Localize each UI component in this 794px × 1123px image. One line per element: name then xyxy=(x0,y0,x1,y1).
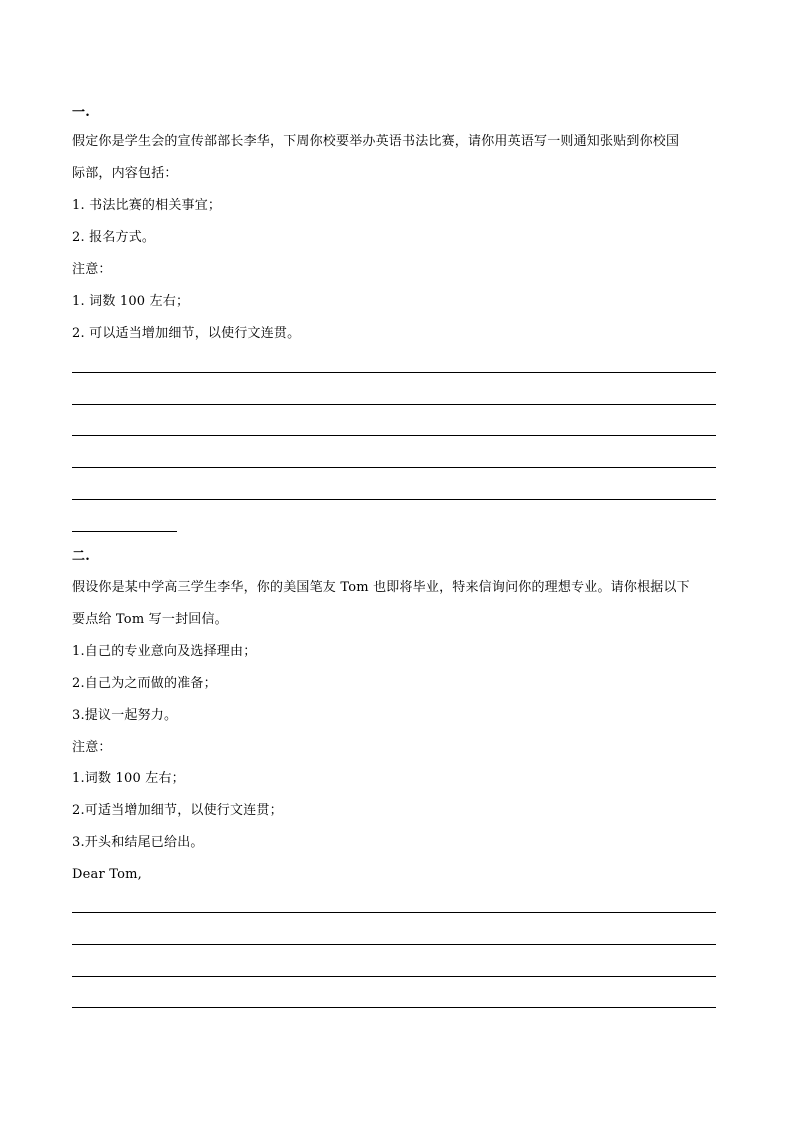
section1-note-1: 1. 词数 100 左右； xyxy=(72,294,190,309)
section2-note-1: 1.词数 100 左右； xyxy=(72,771,185,786)
writing-line[interactable] xyxy=(72,912,716,913)
writing-line[interactable] xyxy=(72,944,716,945)
section1-prompt-line1: 假定你是学生会的宣传部部长李华，下周你校要举办英语书法比赛，请你用英语写一则通知张贴到你校国 xyxy=(72,134,680,149)
section2-item-2: 2.自己为之而做的准备； xyxy=(72,676,217,691)
writing-line[interactable] xyxy=(72,976,716,977)
section1-note-2: 2. 可以适当增加细节，以使行文连贯。 xyxy=(72,326,301,341)
writing-line[interactable] xyxy=(72,1007,716,1008)
section2-item-1: 1.自己的专业意向及选择理由； xyxy=(72,644,257,659)
section1-prompt-line2: 际部，内容包括： xyxy=(72,166,178,181)
section2-prompt-line1: 假设你是某中学高三学生李华，你的美国笔友 Tom 也即将毕业，特来信询问你的理想专业。请你根据以下 xyxy=(72,580,690,595)
salutation: Dear Tom, xyxy=(72,867,142,882)
writing-line[interactable] xyxy=(72,435,716,436)
section1-item-2: 2. 报名方式。 xyxy=(72,230,156,245)
writing-line[interactable] xyxy=(72,467,716,468)
section1-note-label: 注意： xyxy=(72,262,112,277)
section2-note-label: 注意： xyxy=(72,740,112,755)
section2-note-3: 3.开头和结尾已给出。 xyxy=(72,835,204,850)
section2-note-2: 2.可适当增加细节，以使行文连贯； xyxy=(72,803,283,818)
section2-heading: 二. xyxy=(72,549,90,564)
writing-line[interactable] xyxy=(72,404,716,405)
writing-line[interactable] xyxy=(72,372,716,373)
writing-line-short[interactable] xyxy=(72,531,177,532)
writing-line[interactable] xyxy=(72,499,716,500)
section1-heading: 一. xyxy=(72,105,90,120)
section2-item-3: 3.提议一起努力。 xyxy=(72,708,178,723)
section1-item-1: 1. 书法比赛的相关事宜； xyxy=(72,198,222,213)
section2-prompt-line2: 要点给 Tom 写一封回信。 xyxy=(72,612,228,627)
